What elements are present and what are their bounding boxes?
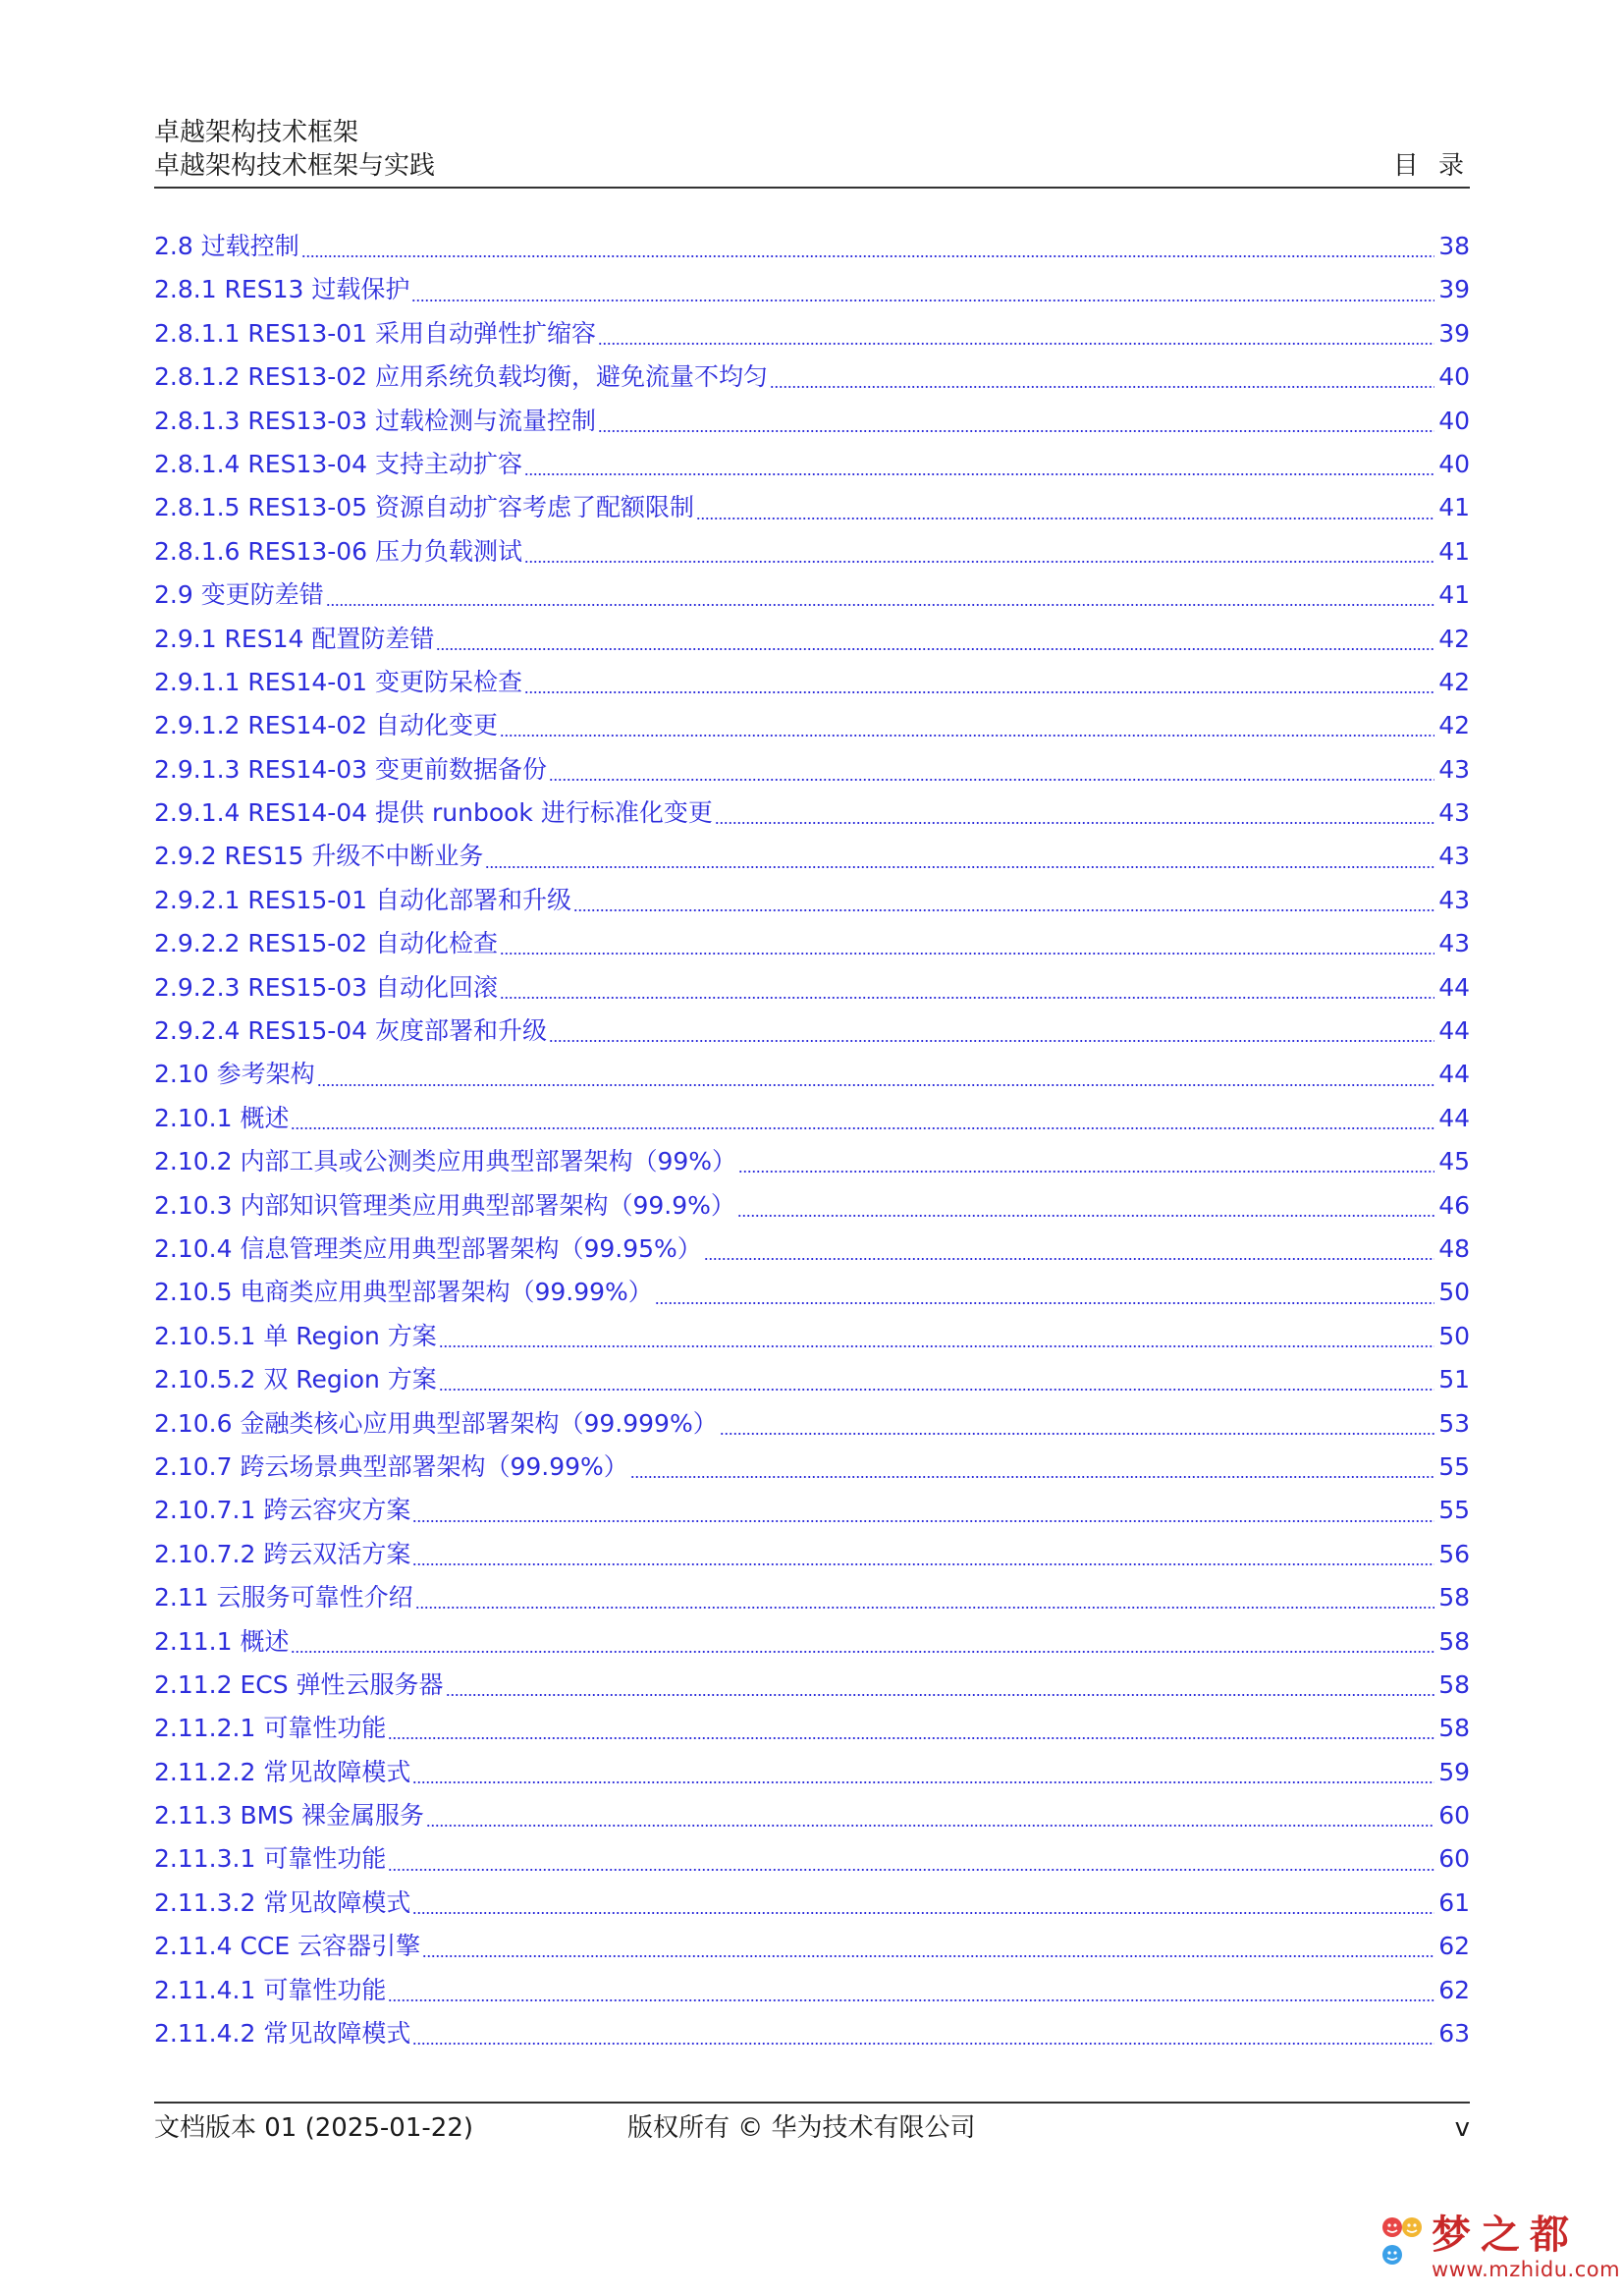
toc-dot-leader: [696, 518, 1434, 519]
toc-entry-title: 2.10.7.1 跨云容灾方案: [154, 1496, 411, 1525]
toc-entry-page-number: 41: [1438, 580, 1470, 610]
toc-entry-title: 2.8.1.4 RES13-04 支持主动扩容: [154, 449, 523, 478]
toc-entry-page-number: 46: [1438, 1190, 1470, 1220]
toc-entry[interactable]: [154, 1751, 1470, 1794]
page-footer: [154, 2102, 1470, 2147]
toc-entry-page-number: 39: [1438, 275, 1470, 304]
toc-entry-page-number: 42: [1438, 667, 1470, 696]
toc-dot-leader: [737, 1215, 1434, 1217]
toc-entry-title: 2.11.1 概述: [154, 1626, 290, 1656]
toc-entry-title: 2.9.1.4 RES14-04 提供 runbook 进行标准化变更: [154, 798, 713, 828]
toc-dot-leader: [720, 1433, 1434, 1435]
toc-entry[interactable]: [154, 225, 1470, 268]
toc-dot-leader: [426, 1825, 1434, 1827]
table-of-contents: [154, 225, 1470, 2055]
toc-dot-leader: [317, 1084, 1435, 1086]
toc-entry-title: 2.9.1.3 RES14-03 变更前数据备份: [154, 754, 548, 784]
toc-entry-page-number: 63: [1438, 2019, 1470, 2049]
toc-entry-title: 2.9.2.1 RES15-01 自动化部署和升级: [154, 885, 572, 914]
toc-entry-page-number: 58: [1438, 1626, 1470, 1656]
toc-entry-title: 2.10.3 内部知识管理类应用典型部署架构（99.9%）: [154, 1190, 735, 1220]
toc-entry-title: 2.11.3 BMS 裸金属服务: [154, 1801, 425, 1831]
toc-dot-leader: [738, 1171, 1434, 1173]
toc-entry-page-number: 50: [1438, 1321, 1470, 1350]
toc-entry-page-number: 48: [1438, 1233, 1470, 1263]
toc-entry-title: 2.9.2.2 RES15-02 自动化检查: [154, 929, 499, 958]
toc-dot-leader: [412, 1563, 1434, 1565]
toc-entry-title: 2.9.1.1 RES14-01 变更防呆检查: [154, 667, 523, 696]
toc-entry-page-number: 44: [1438, 972, 1470, 1002]
toc-dot-leader: [388, 1869, 1434, 1871]
toc-entry-page-number: 43: [1438, 798, 1470, 828]
toc-dot-leader: [598, 343, 1434, 345]
toc-entry[interactable]: [154, 268, 1470, 311]
toc-entry-page-number: 42: [1438, 624, 1470, 653]
toc-entry-title: 2.8 过载控制: [154, 232, 299, 260]
toc-entry-page-number: 39: [1438, 318, 1470, 348]
toc-dot-leader: [485, 866, 1434, 868]
toc-entry[interactable]: [154, 1882, 1470, 1925]
toc-entry[interactable]: [154, 748, 1470, 792]
toc-entry[interactable]: [154, 1837, 1470, 1881]
toc-entry-title: 2.11.2.2 常见故障模式: [154, 1757, 411, 1786]
toc-dot-leader: [770, 386, 1434, 388]
toc-entry[interactable]: [154, 530, 1470, 574]
toc-dot-leader: [388, 1999, 1434, 2001]
toc-entry[interactable]: [154, 1228, 1470, 1271]
toc-entry[interactable]: [154, 661, 1470, 704]
toc-dot-leader: [500, 997, 1434, 999]
toc-entry-title: 2.11.3.2 常见故障模式: [154, 1887, 411, 1917]
site-watermark: [1380, 2213, 1621, 2282]
toc-entry[interactable]: [154, 1925, 1470, 1968]
toc-entry-page-number: 45: [1438, 1147, 1470, 1176]
toc-dot-leader: [439, 1345, 1434, 1347]
toc-dot-leader: [388, 1737, 1434, 1739]
toc-dot-leader: [573, 909, 1434, 911]
toc-dot-leader: [411, 300, 1434, 301]
toc-entry-page-number: 55: [1438, 1451, 1470, 1481]
toc-entry-title: 2.10.7.2 跨云双活方案: [154, 1539, 411, 1568]
toc-entry[interactable]: [154, 1140, 1470, 1183]
toc-entry-page-number: 44: [1438, 1060, 1470, 1089]
toc-entry-page-number: 42: [1438, 711, 1470, 740]
toc-entry-title: 2.9.2 RES15 升级不中断业务: [154, 842, 484, 871]
toc-dot-leader: [412, 2043, 1434, 2045]
toc-entry[interactable]: [154, 1446, 1470, 1489]
toc-entry[interactable]: [154, 835, 1470, 878]
toc-entry-title: 2.8.1 RES13 过载保护: [154, 275, 410, 304]
toc-entry[interactable]: [154, 704, 1470, 747]
toc-entry-title: 2.9.2.3 RES15-03 自动化回滚: [154, 972, 499, 1002]
toc-entry-title: 2.9.1 RES14 配置防差错: [154, 624, 435, 653]
toc-entry[interactable]: [154, 355, 1470, 399]
toc-dot-leader: [412, 1781, 1434, 1783]
toc-entry-page-number: 43: [1438, 754, 1470, 784]
toc-entry-page-number: 44: [1438, 1016, 1470, 1046]
toc-dot-leader: [422, 1955, 1434, 1957]
toc-entry[interactable]: [154, 1794, 1470, 1837]
toc-entry-title: 2.10.5.2 双 Region 方案: [154, 1365, 437, 1394]
toc-dot-leader: [436, 648, 1434, 650]
toc-dot-leader: [524, 691, 1434, 693]
toc-entry-title: 2.11.2.1 可靠性功能: [154, 1714, 387, 1743]
toc-entry-page-number: 40: [1438, 362, 1470, 392]
toc-dot-leader: [524, 473, 1434, 475]
toc-dot-leader: [630, 1476, 1434, 1478]
toc-dot-leader: [446, 1694, 1435, 1696]
watermark-brand-text: 梦之都: [1432, 2213, 1579, 2258]
toc-entry-title: 2.8.1.6 RES13-06 压力负载测试: [154, 536, 523, 566]
toc-entry-page-number: 62: [1438, 1932, 1470, 1961]
toc-entry-title: 2.8.1.5 RES13-05 资源自动扩容考虑了配额限制: [154, 493, 695, 522]
footer-page-number: v: [1454, 2113, 1470, 2143]
toc-entry[interactable]: [154, 1664, 1470, 1707]
toc-entry-title: 2.11.4.2 常见故障模式: [154, 2019, 411, 2049]
toc-entry[interactable]: [154, 1358, 1470, 1401]
toc-dot-leader: [412, 1912, 1434, 1914]
toc-entry-page-number: 58: [1438, 1714, 1470, 1743]
toc-entry[interactable]: [154, 1489, 1470, 1532]
toc-dot-leader: [524, 561, 1434, 563]
toc-entry[interactable]: [154, 1402, 1470, 1446]
toc-entry-page-number: 43: [1438, 885, 1470, 914]
toc-entry[interactable]: [154, 1969, 1470, 2012]
footer-document-version: 文档版本 01 (2025-01-22): [154, 2113, 474, 2143]
toc-entry-page-number: 51: [1438, 1365, 1470, 1394]
toc-entry-page-number: 50: [1438, 1278, 1470, 1307]
toc-entry[interactable]: [154, 486, 1470, 529]
toc-entry-title: 2.11 云服务可靠性介绍: [154, 1583, 413, 1613]
toc-entry[interactable]: [154, 443, 1470, 486]
toc-entry-page-number: 41: [1438, 536, 1470, 566]
toc-entry[interactable]: [154, 1053, 1470, 1096]
toc-entry-page-number: 40: [1438, 449, 1470, 478]
toc-entry-page-number: 41: [1438, 493, 1470, 522]
toc-entry-page-number: 43: [1438, 929, 1470, 958]
toc-entry-page-number: 56: [1438, 1539, 1470, 1568]
toc-entry[interactable]: [154, 1184, 1470, 1228]
toc-dot-leader: [549, 779, 1434, 781]
toc-dot-leader: [500, 735, 1434, 737]
toc-dot-leader: [291, 1127, 1434, 1129]
watermark-url: www.mzhidu.com: [1432, 2258, 1621, 2281]
toc-entry[interactable]: [154, 922, 1470, 965]
toc-entry[interactable]: [154, 1620, 1470, 1664]
toc-entry[interactable]: [154, 312, 1470, 355]
toc-entry[interactable]: [154, 1707, 1470, 1750]
toc-entry[interactable]: [154, 400, 1470, 443]
toc-entry-title: 2.9.1.2 RES14-02 自动化变更: [154, 711, 499, 740]
toc-dot-leader: [549, 1040, 1434, 1042]
toc-dot-leader: [326, 604, 1434, 606]
toc-entry-title: 2.10.5 电商类应用典型部署架构（99.99%）: [154, 1278, 653, 1307]
toc-entry-title: 2.8.1.3 RES13-03 过载检测与流量控制: [154, 406, 597, 435]
toc-entry[interactable]: [154, 966, 1470, 1010]
toc-dot-leader: [291, 1651, 1434, 1653]
toc-entry[interactable]: [154, 2012, 1470, 2055]
toc-entry[interactable]: [154, 1010, 1470, 1053]
toc-entry-page-number: 38: [1438, 232, 1470, 260]
toc-entry[interactable]: [154, 618, 1470, 661]
toc-entry-title: 2.10.2 内部工具或公测类应用典型部署架构（99%）: [154, 1147, 737, 1176]
header-document-title: 卓越架构技术框架与实践: [154, 151, 436, 181]
toc-dot-leader: [655, 1302, 1434, 1304]
page-header: [154, 116, 1470, 189]
toc-entry-page-number: 53: [1438, 1408, 1470, 1438]
toc-entry[interactable]: [154, 792, 1470, 835]
footer-copyright: 版权所有 © 华为技术有限公司: [627, 2113, 976, 2143]
toc-entry-title: 2.11.2 ECS 弹性云服务器: [154, 1669, 444, 1699]
toc-entry[interactable]: [154, 1271, 1470, 1314]
toc-dot-leader: [500, 953, 1434, 955]
toc-entry-title: 2.11.4 CCE 云容器引擎: [154, 1932, 421, 1961]
toc-entry-title: 2.9.2.4 RES15-04 灰度部署和升级: [154, 1016, 548, 1046]
toc-dot-leader: [439, 1389, 1434, 1391]
toc-entry-page-number: 55: [1438, 1496, 1470, 1525]
toc-entry-page-number: 59: [1438, 1757, 1470, 1786]
toc-entry[interactable]: [154, 1315, 1470, 1358]
toc-dot-leader: [412, 1520, 1434, 1522]
toc-entry-title: 2.10.5.1 单 Region 方案: [154, 1321, 437, 1350]
toc-entry-title: 2.10.1 概述: [154, 1103, 290, 1132]
toc-entry-title: 2.10 参考架构: [154, 1060, 315, 1089]
toc-entry[interactable]: [154, 1097, 1470, 1140]
toc-entry[interactable]: [154, 879, 1470, 922]
toc-entry[interactable]: [154, 574, 1470, 617]
toc-dot-leader: [598, 430, 1434, 432]
toc-dot-leader: [715, 822, 1434, 824]
toc-entry-page-number: 60: [1438, 1801, 1470, 1831]
toc-entry-title: 2.8.1.2 RES13-02 应用系统负载均衡，避免流量不均匀: [154, 362, 769, 392]
toc-entry-page-number: 61: [1438, 1887, 1470, 1917]
toc-entry-page-number: 58: [1438, 1583, 1470, 1613]
header-section-label: 目 录: [1392, 151, 1470, 181]
toc-entry[interactable]: [154, 1533, 1470, 1576]
toc-entry-page-number: 43: [1438, 842, 1470, 871]
toc-dot-leader: [415, 1607, 1435, 1609]
smiley-logo-icon: [1380, 2214, 1424, 2276]
toc-entry-title: 2.9 变更防差错: [154, 580, 324, 610]
toc-dot-leader: [301, 255, 1434, 257]
toc-entry-title: 2.11.4.1 可靠性功能: [154, 1975, 387, 2004]
toc-entry-page-number: 60: [1438, 1844, 1470, 1874]
toc-entry-title: 2.10.6 金融类核心应用典型部署架构（99.999%）: [154, 1408, 718, 1438]
header-book-title: 卓越架构技术框架: [154, 118, 359, 147]
toc-entry-page-number: 58: [1438, 1669, 1470, 1699]
toc-entry-title: 2.10.7 跨云场景典型部署架构（99.99%）: [154, 1451, 628, 1481]
toc-entry-page-number: 40: [1438, 406, 1470, 435]
toc-dot-leader: [704, 1258, 1434, 1260]
toc-entry-page-number: 44: [1438, 1103, 1470, 1132]
toc-entry[interactable]: [154, 1576, 1470, 1619]
toc-entry-title: 2.10.4 信息管理类应用典型部署架构（99.95%）: [154, 1233, 702, 1263]
toc-entry-title: 2.8.1.1 RES13-01 采用自动弹性扩缩容: [154, 318, 597, 348]
toc-entry-page-number: 62: [1438, 1975, 1470, 2004]
toc-entry-title: 2.11.3.1 可靠性功能: [154, 1844, 387, 1874]
